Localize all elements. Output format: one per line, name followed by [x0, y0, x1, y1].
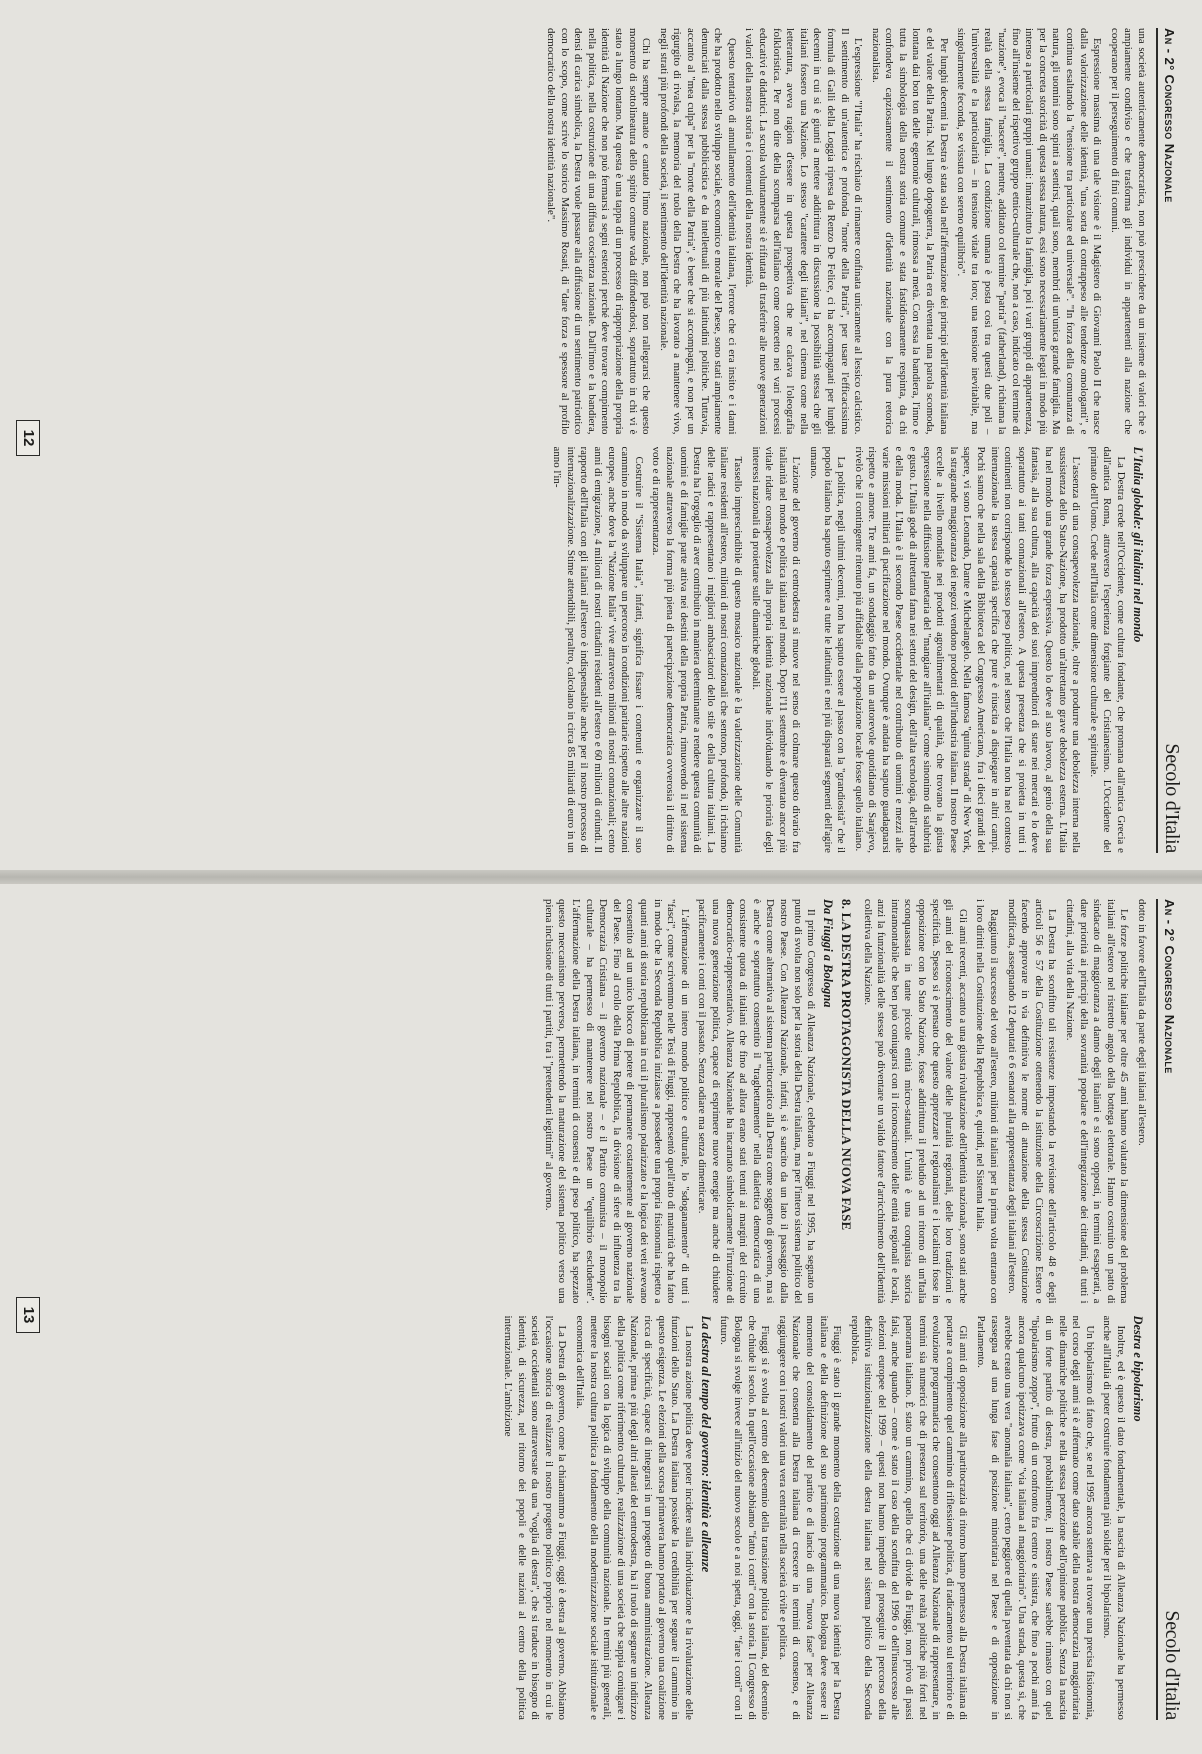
- paragraph: Per lunghi decenni la Destra è stata sola nell'affermazione dei principi dell'identità italiana e del valore della Patria. Nel lungo dopoguerra, la Patria era diventata una parola scomoda, lontana dai bon ton delle egemonie culturali, rimossa a metà. Con essa la bandiera, l'inno e tutta la simbologia della nostra storia comune e stata fastidiosamente respinta, da chi confondeva capziosamente il sentimento d'identità nazionale con la pura retorica nazionalista.: [869, 28, 950, 435]
- paragraph: Espressione massima di una tale visione è il Magistero di Giovanni Paolo II che nasce dalla valorizzazione delle identità, "una sorta di contrappeso alle tendenze omologanti", e continua esaltando la "tensione tra particolare ed universale". "In forza della comunanza di natura, gli uomini sono spinti a sentirsi, quali sono, membri di un'unica grande famiglia. Ma per la concreta storicità di questa stessa natura, essi sono necessariamente legati in modo più intenso a particolari gruppi umani: innanzitutto la famiglia, poi i vari gruppi di appartenenza, fino all'insieme del rispettivo gruppo etnico-culturale che, non a caso, indicato col termine di "nazione", evoca il "nascere", mentre, additato col termine "patria" (fatherland), richiama la realtà della stessa famiglia. La condizione umana è posta così tra questi due poli – l'universalità e la particolarità – in tensione vitale tra loro; una tensione inevitabile, ma singolarmente feconda, se vissuta con sereno equilibrio".: [955, 28, 1104, 435]
- section-heading: 8. LA DESTRA PROTAGONISTA DELLA NUOVA FASE: [839, 899, 855, 1231]
- paragraph: L'assenza di una consapevolezza nazionale, oltre a produrre una debolezza interna nella sussistenza dello Stato-Nazione, ha prodotto un'altrettanto grave debolezza esterna. L'Italia ha nel mondo una grande forza espressiva. Questo lo deve al suo lavoro, al genio della sua fantasia, alla sua cultura, alla capacità dei suoi imprenditori di stare nei mercati e lo deve soprattutto ai tanti connazionali all'estero. A questa presenza che si proietta in tutti i continenti non corrisponde lo stesso peso politico, nel senso che l'Italia non ha nel contesto internazionale la stessa capacità specifica che pure è riuscita a dispiegare in altri campi. Pochi sanno che nella sala della Biblioteca del Congresso Americano, fra i dieci grandi del sapere, vi sono Leonardo, Dante e Michelangelo. Nella famosa "quinta strada" di New York, la stragrande maggioranza dei negozi vendono prodotti dell'industria italiana. Il nostro Paese eccelle a livello mondiale nei prodotti agroalimentari di qualità, che trovano la giusta espressione nella diffusione planetaria del "mangiare all'italiana" come sinonimo di salubrità e gusto. L'Italia gode di altrettanta fama nei settori del design, dell'alta tecnologia, dell'arredo e della moda. L'Italia è il secondo Paese occidentale nel contributo di uomini e mezzi alle varie missioni militari di pacificazione nel mondo. Ovunque è andata ha saputo guadagnarsi rispetto e amore. Tre anni fa, un sondaggio fatto da un autorevole quotidiano di Sarajevo, rivelò che il contingente ritenuto più affidabile dalla popolazione locale fosse quello italiano.: [852, 446, 1083, 853]
- paragraph: dotto in favore dell'Italia da parte degli italiani all'estero.: [1136, 899, 1148, 1146]
- paragraph: Un bipolarismo di fatto che, se nel 1995 ancora stentava a trovare una precisa fisionomia, nel corso degli anni si è affermato come dato stabile della nostra democrazia maggioritaria nelle dinamiche politiche e nella stessa percezione dell'opinione pubblica. Senza la nascita di un forte partito di destra, probabilmente, il nostro Paese sarebbe rimasto con quel "bipolarismo zoppo", frutto di un confronto fra centro e sinistra, che fino a pochi anni fa ancora qualcuno ipotizzava come "via italiana al maggioritario". Una strada, questa sì, che avrebbe creato una vera "anomalia italiana", certo peggiore di quella paventata da chi non si rassegna ad una lunga fase di posizione minoritaria nel Paese e di opposizione in Parlamento.: [975, 1315, 1096, 1720]
- page-13: [0, 877, 1202, 1754]
- paragraph: Il primo Congresso di Alleanza Nazionale, celebrato a Fiuggi nel 1995, ha segnato un punto di svolta non solo per la storia della Destra italiana, ma per l'intero sistema politico del nostro Paese. Con Alleanza Nazionale, infatti, si è sancito da un lato il passaggio dalla Destra come alternativa al sistema partitocratico alla Destra come soggetto di governo, ma si è anche e soprattutto consentito il "traghettamento" nella dialettica democratica di una consistente quota di italiani che fino ad allora erano stati tenuti ai margini del circuito democratico-rappresentativo. Alleanza Nazionale ha incarnato simbolicamente l'irruzione di una nuova generazione politica, capace di esprimere nuove energie ma anche di chiudere pacificamente i conti con il passato. Senza odiare ma senza dimenticare.: [696, 899, 818, 1304]
- paragraph: una società autenticamente democratica, non può prescindere da un insieme di valori che è ampiamente condiviso e che trasforma gli individui in appartenenti alla nazione che cooperano per il perseguimento di fini comuni.: [1108, 28, 1148, 435]
- paragraph: Raggiunto il successo del voto all'estero, milioni di italiani per la prima volta entrano con i loro diritti nella Costituzione della Repubblica e, quindi, nel Sistema Italia.: [974, 899, 1001, 1304]
- paragraph: L'espressione "l'Italia" ha rischiato di rimanere confinata unicamente al lessico calcistico. Il sentimento di un'autentica e profonda "morte della Patria", per usare l'efficacissima formula di Galli della Loggia ripresa da Renzo De Felice, ci ha accompagnati per lunghi decenni in cui si è giunti a mettere addirittura in discussione la possibilità stessa che gli italiani fossero una Nazione. Lo stesso "carattere degli italiani", nel cinema come nella letteratura, aveva ragion d'essere in questa prospettiva che ne calcava l'oleografia folkloristica. Per non dire della scomparsa dell'italiano come concetto nei vari processi educativi e didattici. La scuola voluntamente si è rifiutata di trasferire alle nuove generazioni i valori della nostra storia e i contenuti della nostra identità.: [743, 28, 865, 435]
- running-head: An - 2° Congresso Nazionale: [1162, 28, 1177, 203]
- paragraph: Tassello imprescindibile di questo mosaico nazionale è la valorizzazione delle Comunità italiane residenti all'estero, milioni di nostri connazionali che sentono, profondo, il richiamo delle radici e rappresentano i migliori ambasciatori dello stile e della cultura italiani. La Destra ha l'orgoglio di aver contribuito in maniera determinante a rendere questa comunità di uomini e di famiglie parte attiva nei destini della propria Patria, rimuovendo il nel sistema nazionale attraverso la forma più piena di partecipazione democratica ovverosia il diritto di voto e di rappresentanza.: [650, 446, 744, 853]
- running-head: An - 2° Congresso Nazionale: [1162, 899, 1177, 1074]
- paragraph: La nostra azione politica deve poter incidere sulla individuazione e la rivalutazione delle funzioni dello Stato. La Destra italiana possiede la credibilità per segnare il cammino in questo esigenza. Le elezioni della scorsa primavera hanno portato al governo una coalizione ricca di specificità, capace di integrarsi in un progetto di buona amministrazione. Alleanza Nazionale, prima e più degli altri alleati del centrodestra, ha il ruolo di segnare un indirizzo della politica come riferimento culturale, realizzazione di una società che sappia coniugare i bisogni sociali con la logica di sviluppo della comunità nazionale. In termini più generali, mettere la nostra cultura politica a fondamento della modernizzazione sociale istituzionale e economica dell'Italia.: [574, 1315, 695, 1720]
- paragraph: L'affermazione di un intero mondo politico e culturale, lo "sdoganamento" di tutti i "fasci", come scrivemmo nelle Tesi di Fiuggi, rappresentò quell'atto di maturità che ha fatto in modo che la Seconda Repubblica iniziasse a possedere una propria fisionomia rispetto a quanti anni di storia repubblicana in cui il pluralismo polarizzato e la logica dei veti avevano consentito ad un unico blocco di potere di permanere costantemente al governo nazionale del Paese. Fino al crollo della Prima Repubblica, la divisione di sfere di influenza tra la Democrazia Cristiana – il governo nazionale – e il Partito comunista – il monopolio culturale – ha permesso di mantenere nel nostro Paese un "equilibrio escludente". L'affermazione della Destra italiana, in termini di consensi e di peso politico, ha spezzato questo meccanismo perverso, permettendo la maturazione del sistema politico verso una piena inclusione di tutti i partiti, tra i "pretendenti legittimi" al governo.: [542, 899, 691, 1304]
- paragraph: La politica, negli ultimi decenni, non ha saputo essere al passo con la "grandiosità" che il popolo italiano ha saputo esprimere a tutte le latitudini e nei più disparati segmenti dell'agire umano.: [807, 446, 848, 853]
- paragraph: La Destra crede nell'Occidente, come cultura fondante, che promana dall'antica Grecia e dall'antica Roma, attraverso l'esperienza forgiante del Cristianesimo. L'Occidente del primato dell'Uomo. Crede nell'Italia come dimensione culturale e spirituale.: [1087, 446, 1127, 853]
- paragraph: La Destra di governo, come la chiamammo a Fiuggi, oggi è destra al governo. Abbiamo l'occasione storica di realizzare il nostro progetto politico proprio nel momento in cui le società occidentali sono attraversate da una "voglia di destra", che si traduce in bisogno di identità, di sicurezza, nel ritorno dei popoli e delle nazioni al centro della politica internazionale. L'ambizione: [502, 1315, 569, 1720]
- section-subheading: L'Italia globale: gli italiani nel mondo: [1131, 446, 1145, 643]
- text-columns: [68, 899, 1148, 1720]
- column-left: [68, 28, 1148, 435]
- page-number: 13: [16, 1297, 40, 1333]
- paragraph: Inoltre, ed è questo il dato fondamentale, la nascita di Alleanza Nazionale ha permesso anche all'Italia di poter costruire fondamenta più solide per il bipolarismo.: [1101, 1315, 1127, 1720]
- paragraph: Gli anni recenti, accanto a una giusta rivalutazione dell'identità nazionale, sono stati anche gli anni del riconoscimento del valore delle pluralità regionali, delle loro tradizioni e specificità. Spesso si è pensato che questo apprezzare i regionalismi e i localismi fosse in opposizione con lo Stato Nazione, fosse addirittura il preludio ad un ritorno di un'Italia sconquassata in tante piccole entità micro-statuali. L'unità è una conquista storica intramontabile che ben può coniugarsi con il riconoscimento delle entità regionali e locali, anzi la funzionalità delle stesse può diventare un valido fattore d'arricchimento dell'identità collettiva della Nazione.: [861, 899, 969, 1304]
- page-number: 12: [16, 420, 40, 456]
- column-right: [68, 1316, 1148, 1721]
- paragraph: La Destra ha sconfitto tali resistenze impostando la revisione dell'articolo 48 e degli articoli 56 e 57 della Costituzione ottenendo la istituzione della Circoscrizione Estero e facendo approvare in via definitiva le norme di attuazione della stessa Costituzione modificata, assegnando 12 deputati e 6 senatori alla rappresentanza degli italiani all'estero.: [1005, 899, 1059, 1304]
- section-subheading: La destra al tempo del governo: identità e alleanze: [698, 1315, 713, 1573]
- column-right: [68, 447, 1148, 854]
- text-columns: [68, 28, 1148, 853]
- paragraph: Fiuggi è stato il grande momento della costruzione di una nuova identità per la Destra italiana e della definizione del suo patrimonio programmatico. Bologna deve essere il momento del consolidamento del partito e di lancio di una "nuova fase" per Alleanza Nazionale che consenta alla Destra italiana di crescere in termini di consenso, e di raggiungere con i nostri valori una vera centralità nella società civile e politica.: [776, 1315, 844, 1720]
- section-subheading: Destra e bipolarismo: [1131, 1315, 1145, 1422]
- column-left: [68, 899, 1148, 1304]
- paragraph: Le forze politiche italiane per oltre 45 anni hanno valutato la dimensione del problema italiani all'estero nel ristretto angolo della bottega elettorale. Hanno costruito un patto di sindacato di maggioranza a danno degli italiani e si sono opposti, in termini esasperati, a dare priorità ai principi della sovranità popolare e dell'integrazione dei cittadini, di tutti i cittadini, alla vita della Nazione.: [1064, 899, 1131, 1304]
- paragraph: Fiuggi si è svolta al centro del decennio della transizione politica italiana, del decennio che chiude il secolo. In quell'occasione abbiamo "fatto i conti" con la storia. Il Congresso di Bologna si svolge invece all'inizio del nuovo secolo e a noi spetta, oggi, "fare i conti" con il futuro.: [718, 1315, 772, 1720]
- paragraph: Questo tentativo di annullamento dell'identità italiana, l'errore che ci era insito e i danni che ha prodotto nello sviluppo sociale, economico e morale del Paese, sono stati ampiamente denunciati dalla stessa pubblicistica e da intellettuali di più latitudini politiche. Tuttavia, accanto al "mea culpa" per la "morte della Patria", è bene che si accompagni, e non per un rigurgito di rivalsa, la memoria del ruolo della Destra che ha lavorato a mantenere vivo, negli strati più profondi della società, il sentimento dell'identità nazionale.: [657, 28, 738, 435]
- page-header: [1156, 28, 1192, 853]
- paragraph: Gli anni di opposizione alla partitocrazia di ritorno hanno permesso alla Destra italiana di portare a compimento quel cammino di riflessione politica, di radicamento sul territorio e di evoluzione programmatica che consentono oggi ad Alleanza Nazionale di rappresentare, in termini sia numerici che di presenza sul territorio, una delle realtà politiche più forti nel panorama italiano. È stato un cammino, quello che ci divide da Fiuggi, non privo di passi falsi, anche quando – come è stato il caso della sconfitta del 1996 o dell'insuccesso alle elezioni europee del 1999 – questi non hanno impedito di proseguire il percorso della definitiva istituzionalizzazione della destra italiana nel sistema politico della Seconda repubblica.: [848, 1315, 970, 1720]
- paragraph: Costruire il "Sistema Italia", infatti, significa fissare i contenuti e organizzare il suo cammino in modo da sviluppare un percorso in condizioni paritarie rispetto alle altre nazioni europee, anche dove la "Nazione Italia" vive attraverso milioni di nostri connazionali; cento anni di emigrazione, 4 milioni di nostri cittadini residenti all'estero e 60 milioni di oriundi. Il rapporto dell'Italia con gli italiani all'estero è indispensabile anche per il nostro processo di internazionalizzazione. Stime attendibili, peraltro, calcolano in circa 85 miliardi di euro in un anno l'in-: [551, 446, 645, 853]
- section-subheading: Da Fiuggi a Bologna: [821, 899, 836, 1008]
- newspaper-brand: Secolo d'Italia: [1161, 1610, 1183, 1720]
- paragraph: Chi ha sempre amato e cantato l'inno nazionale, non può non rallegrarsi che questo momento di sottolineatura dello spirito comune vada diffondendosi, soprattutto in chi vi è stato a lungo lontano. Ma questa è una tappa di un processo di riappropriazione della propria identità di Nazione che non può fermarsi a segni esteriori perché deve trovare compimento nella politica, nella costruzione di una diffusa coscienza nazionale. Dall'inno e la bandiera, densi di carica simbolica, la Destra vuole passare alla diffusione di un sentimento patriottico con lo scopo, come scrive lo storico Massimo Rosati, di "dare forza e spessore al profilo democratico della nostra identità nazionale".: [545, 28, 653, 435]
- paragraph: L'azione del governo di centrodestra si muove nel senso di colmare questo divario fra italianità nel mondo e politica italiana nel mondo. Dopo l'11 settembre è diventato ancor più vitale ridare consapevolezza alla propria identità nazionale individuando le priorità degli interessi nazionali da proiettare sulle dinamiche globali.: [749, 446, 803, 853]
- page-header: [1156, 899, 1192, 1720]
- newspaper-brand: Secolo d'Italia: [1161, 743, 1183, 853]
